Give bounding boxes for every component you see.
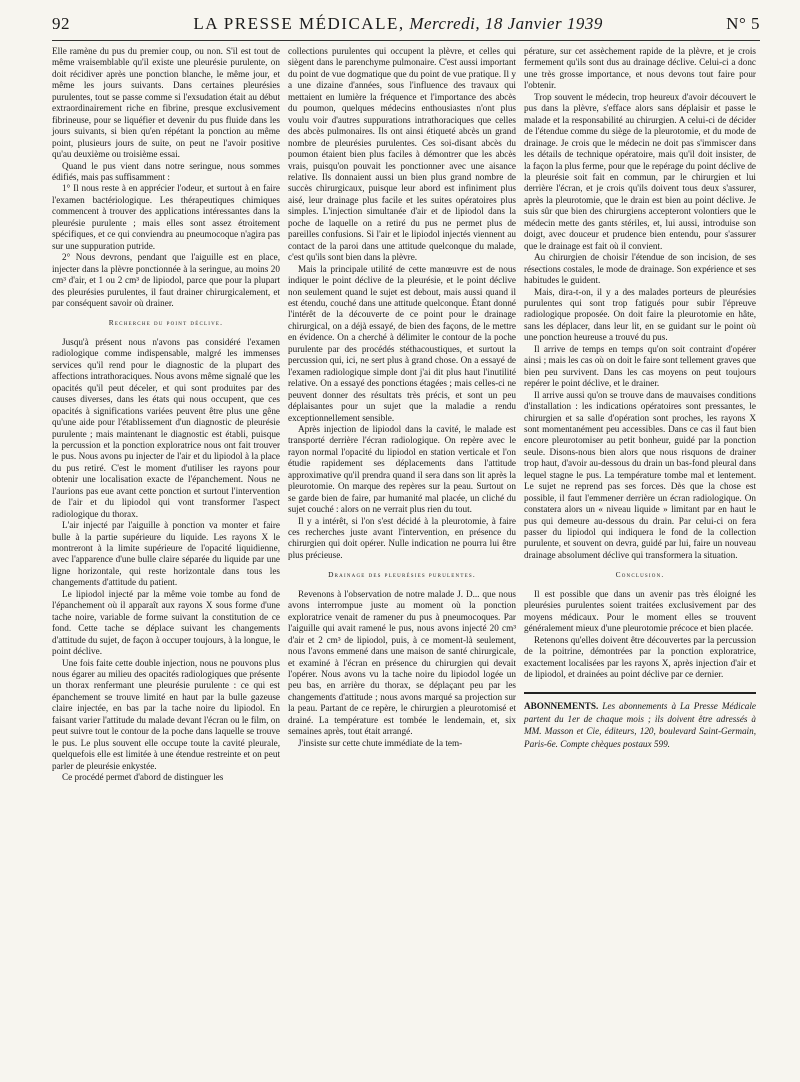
- paragraph: Retenons qu'elles doivent être découvertes par la percussion de la poitrine, démontrées par la ponction exploratrice, exactement localisées par les rayons X, après injection d'air et de lipiodol, et drainées au point déclive par ce dernier.: [524, 634, 756, 680]
- paragraph: 1° Il nous reste à en apprécier l'odeur, et surtout à en faire l'examen bactériologique. Les thérapeutiques chimiques commencent à trouver des applications intéressantes dans la pleurésie purulente ; mais elles sont assez étroitement spécifiques, et ce qui conviendra au pneumocoque n'agira pas sur une suppuration putride.: [52, 183, 280, 251]
- paragraph: L'air injecté par l'aiguille à ponction va monter et faire bulle à la partie supérieure du liquide. Les rayons X le montreront à la limite supérieure de l'opacité liquidienne, avec l'apparence d'une bulle claire séparée du liquide par une ligne horizontale, qui reste horizontale dans tous les changements d'attitude du patient.: [52, 520, 280, 588]
- paragraph: collections purulentes qui occupent la plèvre, et celles qui siègent dans le parenchyme pulmonaire. C'est aussi important du point de vue dogmatique que du point de vue pratique. Il y a une dizaine d'années, sous l'influence des travaux qui mettaient en lumière la fréquence et l'importance des abcès du poumon, quelques médecins enthousiastes n'ont plus voulu voir d'autres suppurations intrathoraciques que celles des abcès pulmonaires. Ils ont ainsi étiqueté abcès un grand nombre de pleurésies purulentes. Ces soi-disant abcès du poumon étaient bien plus faciles à démontrer que les abcès vrais, puisqu'on pouvait les ponctionner avec une aisance relative. Ils donnaient aussi un bien plus grand nombre de succès chirurgicaux, puisque leur abord est infiniment plus aisé, leur drainage plus facile et les suites opératoires plus simples. L'injection simultanée d'air et de lipiodol dans la poche de laquelle on a retiré du pus ne permet plus de pareilles confusions. Si l'air et le lipiodol injectés viennent au contact de la paroi dans une attitude quelconque du malade, c'est qu'ils sont bien dans la plèvre.: [288, 46, 516, 263]
- column-1: [52, 46, 280, 784]
- paragraph: Au chirurgien de choisir l'étendue de son incision, de ses résections costales, le mode de drainage. Son expérience et ses habitudes le guident.: [524, 252, 756, 286]
- paragraph: pérature, sur cet assèchement rapide de la plèvre, et je crois fermement qu'ils sont dus au drainage déclive. Celui-ci a donc une très grosse importance, et nous devons tout faire pour l'obtenir.: [524, 46, 756, 91]
- section-heading: Drainage des pleurésies purulentes.: [328, 570, 476, 580]
- page-header: [52, 14, 760, 38]
- paragraph: Ce procédé permet d'abord de distinguer les: [62, 772, 224, 783]
- paragraph: 2° Nous devrons, pendant que l'aiguille est en place, injecter dans la plèvre ponctionnée à la seringue, au moins 20 cm³ d'air, et 1 ou 2 cm³ de lipiodol, parce que pour la plupart des pleurésies purulentes, il faut drainer chirurgicalement, et par conséquent savoir où drainer.: [52, 252, 280, 308]
- paragraph: Jusqu'à présent nous n'avons pas considéré l'examen radiologique comme indispensable, malgré les immenses services qu'il rend pour le diagnostic de la plupart des affections intrathoraciques. Nous avons même signalé que les opacités qu'il peut déceler, et qui sont produites par des causes diverses, dans les états qui nous occupent, que ces opacités à significations variées peuvent être plus une gêne qu'une aide pour l'établissement d'un diagnostic de pleurésie purulente ; mais maintenant le diagnostic est établi, puisque la percussion et la ponction exploratrice nous ont fait trouver le pus. Nous avons pu injecter de l'air et du lipiodol à la place du pus retiré. C'est le moment d'utiliser les rayons pour obtenir une localisation exacte de l'épanchement. Nous ne l'aurions pas eue avant cette ponction et surtout l'intervention de l'air et du lipiodol qui vont transformer l'aspect radiologique du thorax.: [52, 336, 280, 519]
- publication-name: LA PRESSE MÉDICALE,: [193, 14, 405, 33]
- paragraph: Il arrive de temps en temps qu'on soit contraint d'opérer ainsi ; mais les cas où on doit le faire sont tellement graves que bien peu survivent. Dans les cas moyens on peut toujours repérer le point déclive, et le drainer.: [524, 343, 756, 389]
- paragraph: Il est possible que dans un avenir pas très éloigné les pleurésies purulentes soient traitées exclusivement par des moyens médicaux. Pour le moment elles se trouvent généralement mieux d'une pleurotomie précoce et bien placée.: [524, 588, 756, 634]
- paragraph: Le lipiodol injecté par la même voie tombe au fond de l'épanchement où il apparaît aux rayons X sous forme d'une tache noire, variable de forme suivant la constitution de ce fond. Cette tache se déplace suivant les changements d'attitude du sujet, de façon à occuper toujours, à la longue, le point déclive.: [52, 588, 280, 657]
- section-heading: Recherche du point déclive.: [108, 318, 224, 328]
- paragraph: Elle ramène du pus du premier coup, ou non. S'il est tout de même vraisemblable qu'il existe une pleurésie purulente, on doit récidiver après une ponction blanche, le même jour, et même les jours suivants. Dans certaines pleurésies purulentes, tout se passe comme si l'exsudation était au début extraordinairement riche en fibrine, presque exclusivement fibrineuse, pour se liquéfier et devenir du pus fluide dans les jours suivants, si bien qu'en répétant la ponction au même point, plusieurs jours de suite, on peut ne l'avoir positive qu'au deuxième ou troisième essai.: [52, 46, 280, 160]
- subscription-label: ABONNEMENTS.: [524, 701, 599, 712]
- paragraph: Mais, dira-t-on, il y a des malades porteurs de pleurésies purulentes qui sont trop fatigués pour subir l'épreuve radiologique proposée. On doit faire la pleurotomie en hâte, sans les déplacer, dans leur lit, en se guidant sur le point où une ponction heureuse a trouvé du pus.: [524, 286, 756, 343]
- subscription-notice: [524, 692, 756, 750]
- issue-date: Mercredi, 18 Janvier 1939: [409, 14, 603, 33]
- header-rule: [52, 40, 760, 41]
- paragraph: Mais la principale utilité de cette manœuvre est de nous indiquer le point déclive de la pleurésie, et le point déclive non seulement quand le sujet est debout, mais aussi quand il est étendu, couché dans une attitude quelconque. Étant donné l'intérêt de la découverte de ce point pour le drainage chirurgical, on a déjà essayé, de bien des façons, de le mettre en évidence. On a cherché à délimiter le contour de la poche purulente par des procédés stéthacoustiques, et surtout la percussion qui, ici, ne sert plus à grand chose. On a essayé de l'examen radiologique simple dont j'ai dit plus haut l'inutilité relative. On a essayé des ponctions étagées ; mais celles-ci ne peuvent donner des résultats très précis, et sont un peu déplaisantes pour un sujet que la maladie a rendu exceptionnellement sensible.: [288, 263, 516, 423]
- section-heading: Conclusion.: [615, 570, 665, 580]
- issue-number: N° 5: [726, 14, 760, 33]
- paragraph: Il arrive aussi qu'on se trouve dans de mauvaises conditions d'installation : les indications opératoires sont pressantes, le chirurgien et sa salle d'opération sont proches, les rayons X sont momentanément peu accessibles. Dans ce cas il faut bien encore pleurotomiser au petit bonheur, guidé par la ponction seule. Disons-nous bien alors que nous risquons de drainer trop haut, d'avoir au-dessous du drain un bas-fond pleural dans lequel stagne le pus. La température tombe mal et lentement. Le sujet ne reprend pas ses forces. Dès que la chose est possible, il faut l'emmener derrière un écran radiologique. On constatera alors un « niveau liquide » limitant par en haut le pus qui demeure au-dessous du drain. Par celui-ci on fera passer du lipiodol qui indiquera le fond de la collection purulente, et souvent on devra, guidé par lui, faire un nouveau drainage absolument déclive qui transformera la situation.: [524, 389, 756, 560]
- masthead: [70, 14, 726, 34]
- subscription-text: Les abonnements à La Presse Médicale partent du 1er de chaque mois ; ils doivent être adressés à MM. Masson et Cie, éditeurs, 120, boulevard Saint-Germain, Paris-6e. Compte chèques postaux 599.: [524, 701, 757, 749]
- paragraph: Trop souvent le médecin, trop heureux d'avoir découvert le pus dans la plèvre, s'efface alors sans déplaisir et passe le malade et la responsabilité au chirurgien. A celui-ci de décider de l'étendue comme du siège de la pleurotomie, et du mode de drainage. Je crois que le médecin ne doit pas s'immiscer dans les détails de technique opératoire, mais qu'il doit insister, de la façon la plus ferme, pour que le repérage du point déclive de la pleurésie soit fait en commun, par le chirurgien et lui derrière l'écran, et je crois qu'ils doivent tous deux s'assurer, après la pleurotomie, que le drain est bien au point déclive. Je suis sûr que bien des chirurgiens accepteront volontiers que le médecin mette des gants stériles, et, lui aussi, introduise son doigt, avec douceur et prudence bien entendu, pour s'assurer que le drainage est fait où il convient.: [524, 91, 756, 251]
- paragraph: Une fois faite cette double injection, nous ne pouvons plus nous égarer au milieu des opacités radiologiques que présente un thorax renfermant une pleurésie purulente : ce qui est épanchement se trouve limité en haut par la bulle gazeuse claire injectée, en bas par la tache noire du lipiodol. En faisant varier l'attitude du malade devant l'écran ou le film, on peut suivre tout le contour de la poche dans laquelle se trouve le pus. Le plus souvent elle occupe toute la cavité pleurale, quelquefois elle est limitée à une étendue restreinte et on peut parler de pleurésie enkystée.: [52, 657, 280, 771]
- paragraph: Il y a intérêt, si l'on s'est décidé à la pleurotomie, à faire ces recherches juste avant l'intervention, en présence du chirurgien qui doit opérer. Nulle indication ne pourra lui être plus précieuse.: [288, 515, 516, 560]
- column-2: [288, 46, 516, 749]
- paragraph: Quand le pus vient dans notre seringue, nous sommes édifiés, mais pas suffisamment :: [52, 160, 280, 182]
- paragraph: J'insiste sur cette chute immédiate de la tem-: [298, 737, 463, 748]
- page-number: 92: [52, 14, 70, 33]
- column-3: [524, 46, 756, 750]
- paragraph: Après injection de lipiodol dans la cavité, le malade est transporté derrière l'écran radiologique. On repère avec le rayon normal l'opacité du lipiodol en station verticale et l'on étudie rapidement ses déplacements dans l'attitude approximative qu'il prendra quand il sera dans son lit après la pleurotomie. On marque des repères sur la peau. Surtout on se garde bien de faire, par humanité mal placée, un cliché du sujet couché : alors on ne verrait plus rien du tout.: [288, 423, 516, 515]
- paragraph: Revenons à l'observation de notre malade J. D... que nous avons interrompue juste au moment où la ponction exploratrice venait de ramener du pus à pneumocoques. Par l'aiguille qui avait ramené le pus, nous avons injecté 20 cm³ d'air et 2 cm³ de lipiodol, puis, à ce moment-là seulement, nous l'avons emmené dans une maison de santé chirurgicale, et examiné à l'écran en présence du chirurgien qui devait l'opérer. Nous avons vu la tache noire du lipiodol logée un peu bas, en arrière du thorax, se déplaçant peu par les changements d'attitude ; nous avons marqué sa projection sur la peau. Partant de ce repère, le chirurgien a pleurotomisé et drainé. La température est tombée le lendemain, et, six semaines après, tout était arrangé.: [288, 588, 516, 737]
